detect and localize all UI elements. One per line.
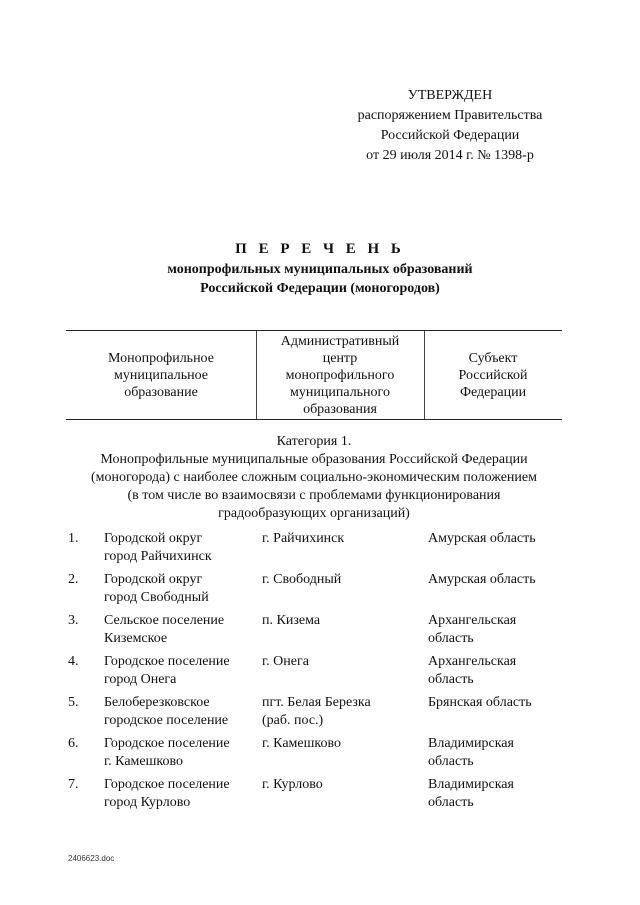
- row-admin-center-line: пгт. Белая Березка: [262, 695, 371, 710]
- row-municipality-line: Киземское: [104, 631, 168, 646]
- row-admin-center: [262, 735, 412, 753]
- row-admin-center-line: г. Райчихинск: [262, 531, 345, 546]
- list-item: [0, 694, 640, 736]
- row-subject-line: Архангельская: [428, 654, 517, 669]
- row-admin-center-line: г. Курлово: [262, 777, 323, 792]
- list-item: [0, 530, 640, 572]
- header-municipality-text: [108, 350, 214, 401]
- header-subject-line: Субъект: [468, 350, 518, 366]
- header-admin-center-line: монопрофильного: [285, 367, 395, 383]
- row-subject-line: область: [428, 631, 474, 646]
- file-name-footer: 2406623.doc: [68, 854, 115, 863]
- row-subject-line: Амурская область: [428, 572, 536, 587]
- table-header: [66, 330, 562, 420]
- category-line: градообразующих организаций): [218, 506, 410, 521]
- title-heading: П Е Р Е Ч Е Н Ь: [235, 241, 405, 257]
- row-subject-line: область: [428, 795, 474, 810]
- header-subject-line: Российской: [458, 367, 528, 383]
- category-line: (моногорода) с наиболее сложным социально-экономическим положением: [91, 470, 537, 485]
- list-item: [0, 653, 640, 695]
- header-municipality-line: образование: [124, 384, 198, 400]
- row-admin-center-line: п. Кизема: [262, 613, 321, 628]
- row-municipality: [104, 694, 254, 730]
- category-heading: [40, 433, 588, 523]
- header-subject: [424, 331, 562, 419]
- row-admin-center-line: г. Онега: [262, 654, 309, 669]
- row-subject: [428, 612, 578, 648]
- header-admin-center-line: образования: [303, 401, 377, 417]
- row-municipality-line: Белоберезковское: [104, 695, 210, 710]
- row-admin-center: [262, 530, 412, 548]
- row-number: 1.: [68, 531, 79, 546]
- row-municipality: [104, 612, 254, 648]
- row-admin-center: [262, 653, 412, 671]
- row-subject-line: область: [428, 754, 474, 769]
- list-item: [0, 776, 640, 818]
- row-admin-center: [262, 694, 412, 730]
- row-admin-center-line: г. Свободный: [262, 572, 342, 587]
- title-line-1: монопрофильных муниципальных образований: [167, 262, 473, 277]
- row-municipality-line: город Райчихинск: [104, 549, 212, 564]
- row-municipality-line: город Онега: [104, 672, 177, 687]
- header-subject-text: [459, 350, 528, 401]
- header-municipality: [66, 331, 256, 419]
- row-municipality-line: Городской округ: [104, 572, 203, 587]
- approval-title: УТВЕРЖДЕН: [407, 88, 493, 103]
- row-municipality-line: город Свободный: [104, 590, 209, 605]
- category-line: (в том числе во взаимосвязи с проблемами функционирования: [127, 488, 501, 503]
- row-municipality: [104, 776, 254, 812]
- row-subject: [428, 694, 578, 712]
- approval-date: от 29 июля 2014 г. № 1398-р: [366, 148, 534, 163]
- row-subject: [428, 530, 578, 548]
- title-line-2: Российской Федерации (моногородов): [200, 281, 440, 296]
- row-subject: [428, 735, 578, 771]
- row-municipality: [104, 571, 254, 607]
- row-municipality-line: Городское поселение: [104, 736, 230, 751]
- row-subject: [428, 571, 578, 589]
- header-admin-center-line: центр: [322, 350, 358, 366]
- row-admin-center: [262, 571, 412, 589]
- row-number: 7.: [68, 777, 79, 792]
- row-admin-center: [262, 612, 412, 630]
- header-admin-center-text: [281, 333, 400, 418]
- list-item: [0, 735, 640, 777]
- row-subject-line: Архангельская: [428, 613, 517, 628]
- row-subject-line: Владимирская: [428, 736, 514, 751]
- row-municipality-line: Сельское поселение: [104, 613, 225, 628]
- row-municipality-line: Городское поселение: [104, 777, 230, 792]
- row-admin-center-line: г. Камешково: [262, 736, 341, 751]
- header-subject-line: Федерации: [459, 384, 527, 400]
- header-admin-center-line: Административный: [280, 333, 400, 349]
- approval-stamp: [330, 86, 570, 166]
- document-title: [0, 238, 640, 298]
- category-line: Категория 1.: [276, 434, 352, 449]
- list-item: [0, 612, 640, 654]
- list-item: [0, 571, 640, 613]
- row-municipality-line: городское поселение: [104, 713, 229, 728]
- row-number: 3.: [68, 613, 79, 628]
- row-number: 5.: [68, 695, 79, 710]
- row-municipality-line: Городской округ: [104, 531, 203, 546]
- row-admin-center-line: (раб. пос.): [262, 713, 324, 728]
- approval-order: распоряжением Правительства: [357, 108, 543, 123]
- row-municipality: [104, 653, 254, 689]
- row-subject: [428, 653, 578, 689]
- row-municipality-line: Городское поселение: [104, 654, 230, 669]
- header-admin-center: [256, 331, 424, 419]
- row-number: 2.: [68, 572, 79, 587]
- row-subject-line: область: [428, 672, 474, 687]
- row-municipality: [104, 735, 254, 771]
- row-subject-line: Брянская область: [428, 695, 532, 710]
- approval-authority: Российской Федерации: [380, 128, 520, 143]
- header-municipality-line: Монопрофильное: [108, 350, 214, 366]
- row-municipality-line: г. Камешково: [104, 754, 183, 769]
- header-admin-center-line: муниципального: [290, 384, 390, 400]
- row-municipality-line: город Курлово: [104, 795, 191, 810]
- row-subject-line: Амурская область: [428, 531, 536, 546]
- row-subject-line: Владимирская: [428, 777, 514, 792]
- row-municipality: [104, 530, 254, 566]
- row-number: 4.: [68, 654, 79, 669]
- row-subject: [428, 776, 578, 812]
- row-number: 6.: [68, 736, 79, 751]
- category-line: Монопрофильные муниципальные образования Российской Федерации: [100, 452, 528, 467]
- row-admin-center: [262, 776, 412, 794]
- header-municipality-line: муниципальное: [114, 367, 208, 383]
